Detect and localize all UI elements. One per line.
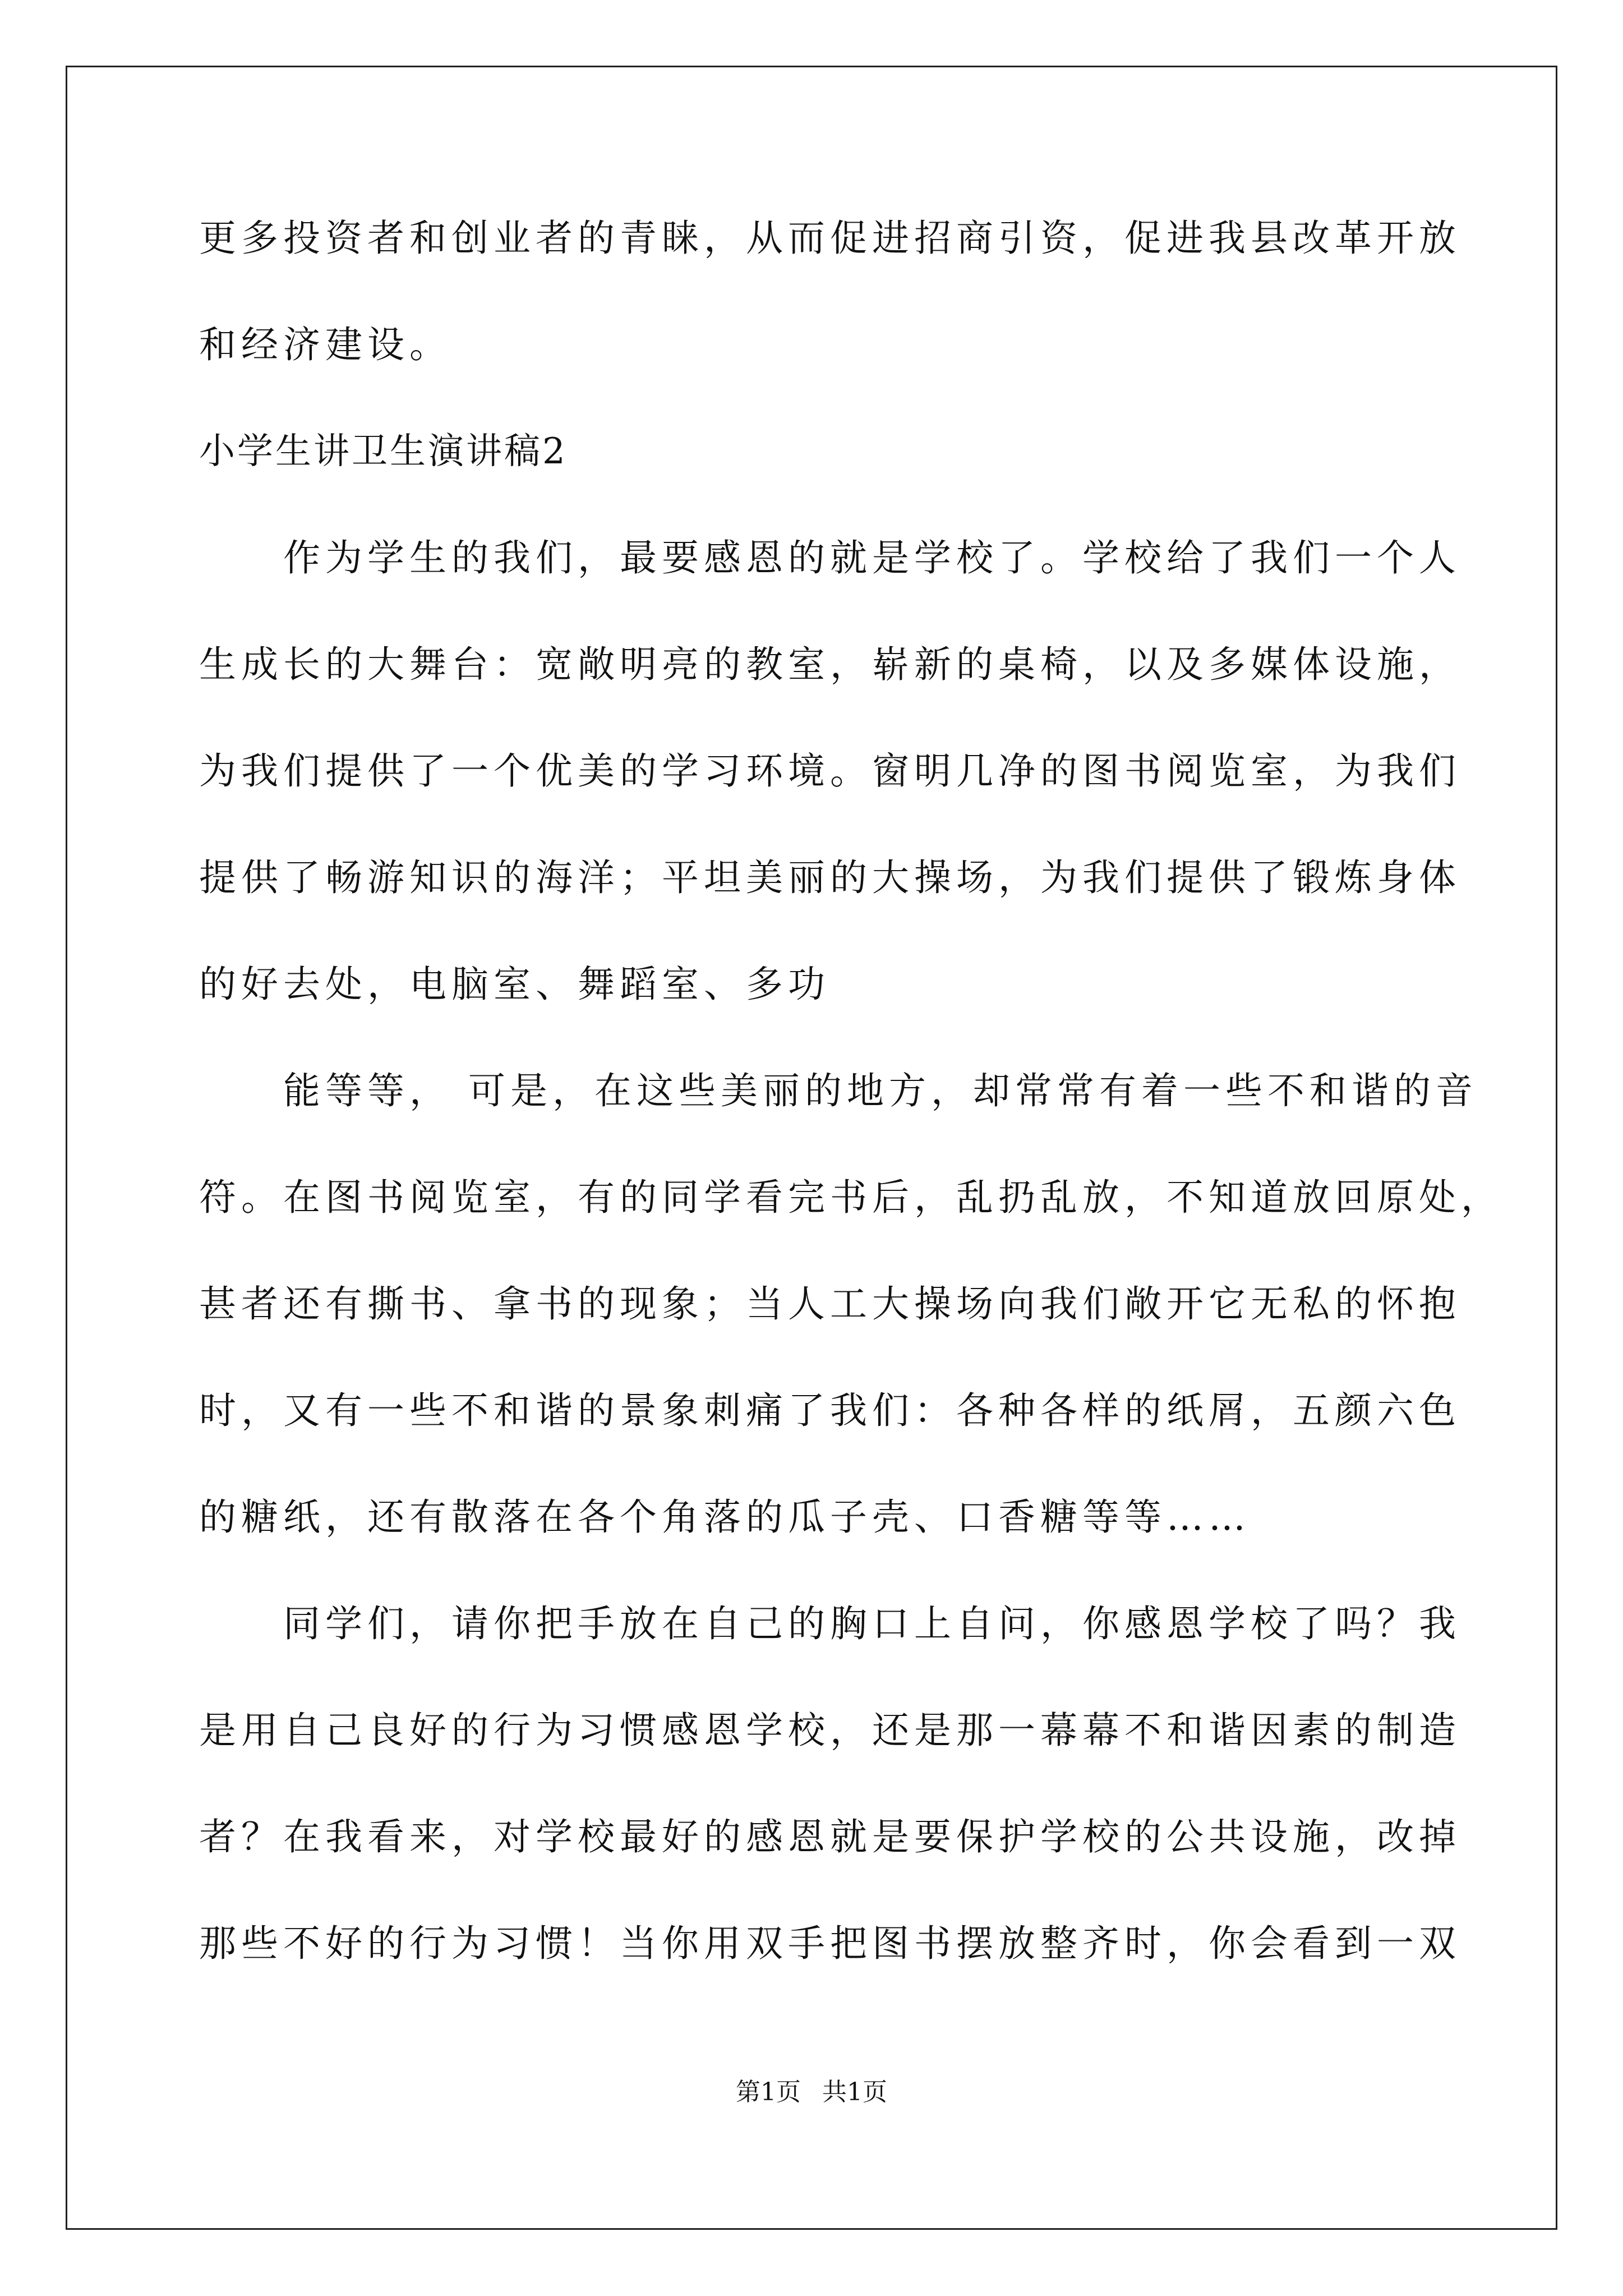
- text-line: 时，又有一些不和谐的景象刺痛了我们：各种各样的纸屑，五颜六色: [199, 1389, 1461, 1432]
- page-border: [66, 66, 1557, 2230]
- text-line: 是用自己良好的行为习惯感恩学校，还是那一幕幕不和谐因素的制造: [199, 1709, 1461, 1752]
- section-title: 小学生讲卫生演讲稿2: [199, 431, 568, 472]
- text-line: 的糖纸，还有散落在各个角落的瓜子壳、口香糖等等……: [199, 1496, 1251, 1539]
- text-line: 符。在图书阅览室，有的同学看完书后，乱扔乱放，不知道放回原处，: [199, 1176, 1503, 1219]
- text-line: 者？在我看来，对学校最好的感恩就是要保护学校的公共设施，改掉: [199, 1815, 1461, 1858]
- page-total: 共1页: [822, 2078, 887, 2106]
- text-line: 生成长的大舞台：宽敞明亮的教室，崭新的桌椅，以及多媒体设施，: [199, 643, 1461, 686]
- page-number: 第1页: [736, 2078, 801, 2106]
- text-line: 更多投资者和创业者的青睐，从而促进招商引资，促进我县改革开放: [199, 217, 1461, 260]
- text-line: 和经济建设。: [199, 323, 451, 366]
- paragraph-start-line: 能等等， 可是，在这些美丽的地方，却常常有着一些不和谐的音: [283, 1069, 1478, 1112]
- text-line: 提供了畅游知识的海洋；平坦美丽的大操场，为我们提供了锻炼身体: [199, 856, 1461, 899]
- text-line: 甚者还有撕书、拿书的现象；当人工大操场向我们敞开它无私的怀抱: [199, 1282, 1461, 1326]
- text-line: 的好去处，电脑室、舞蹈室、多功: [199, 963, 830, 1006]
- text-line: 那些不好的行为习惯！当你用双手把图书摆放整齐时，你会看到一双: [199, 1922, 1461, 1965]
- text-line: 为我们提供了一个优美的学习环境。窗明几净的图书阅览室，为我们: [199, 749, 1461, 793]
- paragraph-start-line: 同学们，请你把手放在自己的胸口上自问，你感恩学校了吗？我: [283, 1602, 1461, 1645]
- paragraph-start-line: 作为学生的我们，最要感恩的就是学校了。学校给了我们一个人: [283, 536, 1461, 579]
- page-footer: [0, 2076, 1623, 2109]
